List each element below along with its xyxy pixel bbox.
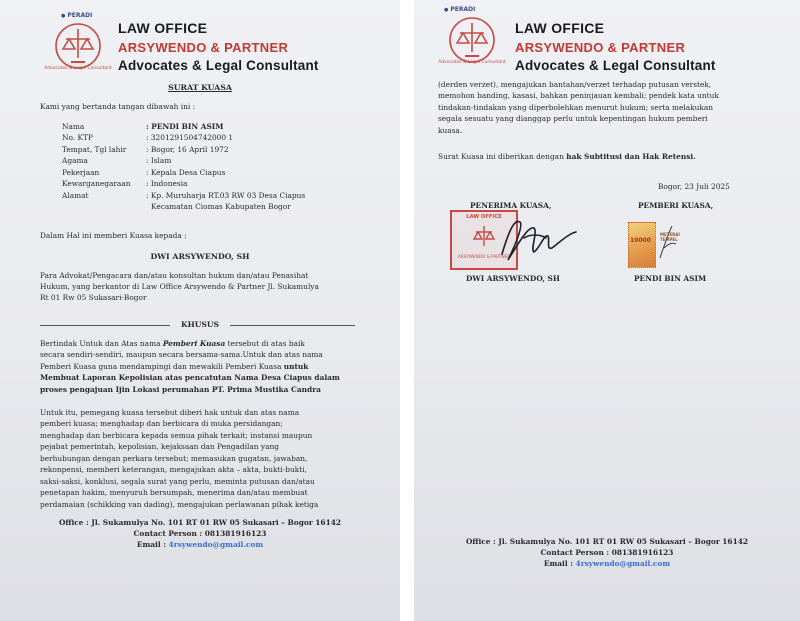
- letterhead-firm-name: ARSYWENDO & PARTNER: [118, 40, 289, 55]
- receiver-signature: [490, 204, 590, 270]
- peradi-badge: ● PERADI: [444, 6, 475, 13]
- clause-line: Membuat Laporan Kepolisian atas pencatutan Nama Desa Ciapus dalam: [40, 373, 340, 382]
- paragraph-line: segala sesuatu yang dianggap perlu untuk kepentingan hukum pemberi: [438, 114, 708, 123]
- email-link[interactable]: 4rsywendo@gmail.com: [168, 540, 264, 549]
- advocate-line: Hukum, yang berkantor di Law Office Arsywendo & Partner Jl. Sukamulya: [40, 282, 319, 291]
- letterhead-title: LAW OFFICE: [118, 20, 208, 36]
- logo-caption: Advocates & Legal Consultant: [44, 66, 112, 71]
- divider-right: [230, 325, 355, 326]
- identity-value-address-2: Kecamatan Ciomas Kabupaten Bogor: [151, 202, 291, 211]
- peradi-badge: ● PERADI: [61, 12, 92, 19]
- letterhead-subtitle: Advocates & Legal Consultant: [515, 58, 716, 73]
- identity-label: Tempat, Tgl lahir: [62, 145, 127, 154]
- divider-left: [40, 325, 170, 326]
- identity-value: : 3201291504742000 1: [146, 133, 234, 142]
- email-link[interactable]: 4rsywendo@gmail.com: [575, 559, 671, 568]
- clause-line: Pemberi Kuasa guna mendampingi dan mewakili Pemberi Kuasa untuk: [40, 362, 309, 371]
- place-date: Bogor, 23 Juli 2025: [658, 182, 730, 191]
- advocate-line: Para Advokat/Pengacara dan/atau konsultan hukum dan/atau Penasihat: [40, 271, 309, 280]
- identity-value: : Bogor, 16 April 1972: [146, 145, 229, 154]
- giver-name: PENDI BIN ASIM: [634, 274, 707, 283]
- paragraph-line: pejabat pemerintah, kepolisian, kejaksaan dan Pengadilan yang: [40, 442, 279, 451]
- identity-value: : PENDI BIN ASIM: [146, 122, 224, 131]
- identity-label: No. KTP: [62, 133, 93, 142]
- meterai-stamp: [628, 222, 656, 268]
- identity-label: Kewarganegaraan: [62, 179, 131, 188]
- paragraph-line: saksi-saksi, konklusi, segala surat yang perlu, meminta putusan dan/atau: [40, 477, 315, 486]
- identity-value: : Islam: [146, 156, 172, 165]
- stamp-text: LAW OFFICE: [466, 214, 502, 220]
- paragraph-line: berhubungan dengan perkara tersebut; memasukan gugatan, jawaban,: [40, 454, 308, 463]
- footer-email: Email : 4rsywendo@gmail.com: [543, 559, 671, 568]
- footer-office: Office : Jl. Sukamulya No. 101 RT 01 RW 05 Sukasari – Bogor 16142: [58, 518, 342, 527]
- kuasa-intro: Dalam Hal ini memberi Kuasa kepada :: [40, 231, 187, 240]
- footer-contact: Contact Person : 081381916123: [133, 529, 267, 538]
- paragraph-line: kuasa.: [438, 126, 463, 135]
- paragraph-line: perdamaian (schikking van dading), mengajukan perlawanan pihak ketiga: [40, 500, 319, 509]
- paragraph-line: menghadap dan berbicara kepada semua pihak terkait; instansi maupun: [40, 431, 313, 440]
- identity-value: : Kp. Muruharja RT.03 RW 03 Desa Ciapus: [146, 191, 306, 200]
- paragraph-line: Untuk itu, pemegang kuasa tersebut diberi hak untuk dan atas nama: [40, 408, 300, 417]
- clause-line: Bertindak Untuk dan Atas nama Pemberi Kuasa tersebut di atas baik: [40, 339, 305, 348]
- meterai-value: 10000: [630, 237, 651, 244]
- logo-caption: Advocates & Legal Consultant: [438, 60, 506, 65]
- intro-text: Kami yang bertanda tangan dibawah ini :: [40, 102, 196, 111]
- attorney-name: DWI ARSYWENDO, SH: [150, 252, 250, 261]
- paragraph-line: rekonpensi, memberi keterangan, mengajukan akta – akta, bukti-bukti,: [40, 465, 307, 474]
- advocate-line: Rt 01 Rw 05 Sukasari-Bogor: [40, 293, 147, 302]
- paragraph-line: penetapan hakim, menyuruh bersumpah, menerima dan/atau membuat: [40, 488, 308, 497]
- identity-label: Nama: [62, 122, 85, 131]
- identity-value: : Kepala Desa Ciapus: [146, 168, 226, 177]
- meterai-text: METERAI TEMPEL: [660, 232, 680, 242]
- clause-line: proses pengajuan Ijin Lokasi perumahan PT. Prima Mustika Candra: [40, 385, 321, 394]
- identity-label: Alamat: [62, 191, 89, 200]
- paragraph-line: memohon banding, kasasi, bahkan peninjauan kembali; pendek kata untuk: [438, 91, 719, 100]
- identity-label: Pekerjaan: [62, 168, 100, 177]
- paragraph-line: (derden verzet), mengajukan bantahan/verzet terhadap putusan verstek,: [438, 80, 712, 89]
- footer-email: Email : 4rsywendo@gmail.com: [136, 540, 264, 549]
- page-gap: [400, 0, 414, 621]
- receiver-label: PENERIMA KUASA,: [470, 201, 552, 210]
- identity-value: : Indonesia: [146, 179, 188, 188]
- footer-contact: Contact Person : 081381916123: [540, 548, 674, 557]
- document-title: SURAT KUASA: [168, 83, 232, 92]
- stamp-caption: ARSYWENDO & PARTNER: [457, 254, 511, 259]
- letterhead-title: LAW OFFICE: [515, 20, 605, 36]
- letterhead-firm-name: ARSYWENDO & PARTNER: [515, 40, 686, 55]
- footer-office: Office : Jl. Sukamulya No. 101 RT 01 RW 05 Sukasari – Bogor 16142: [465, 537, 749, 546]
- letterhead-subtitle: Advocates & Legal Consultant: [118, 58, 319, 73]
- receiver-name: DWI ARSYWENDO, SH: [466, 274, 560, 283]
- giver-signature: [656, 218, 678, 268]
- paragraph-line: tindakan-tindakan yang diperbolehkan menurut hukum; serta melakukan: [438, 103, 714, 112]
- letter-page-2: [414, 0, 800, 621]
- paragraph-line: pemberi kuasa; menghadap dan berbicara di muka persidangan;: [40, 419, 283, 428]
- identity-label: Agama: [62, 156, 88, 165]
- khusus-heading: KHUSUS: [181, 320, 219, 329]
- giver-signature-area: [656, 218, 678, 268]
- clause-line: secara sendiri-sendiri, maupun secara bersama-sama.Untuk dan atas nama: [40, 350, 323, 359]
- closing-statement: Surat Kuasa ini diberikan dengan hak Subtitusi dan Hak Retensi.: [438, 152, 696, 161]
- giver-label: PEMBERI KUASA,: [638, 201, 714, 210]
